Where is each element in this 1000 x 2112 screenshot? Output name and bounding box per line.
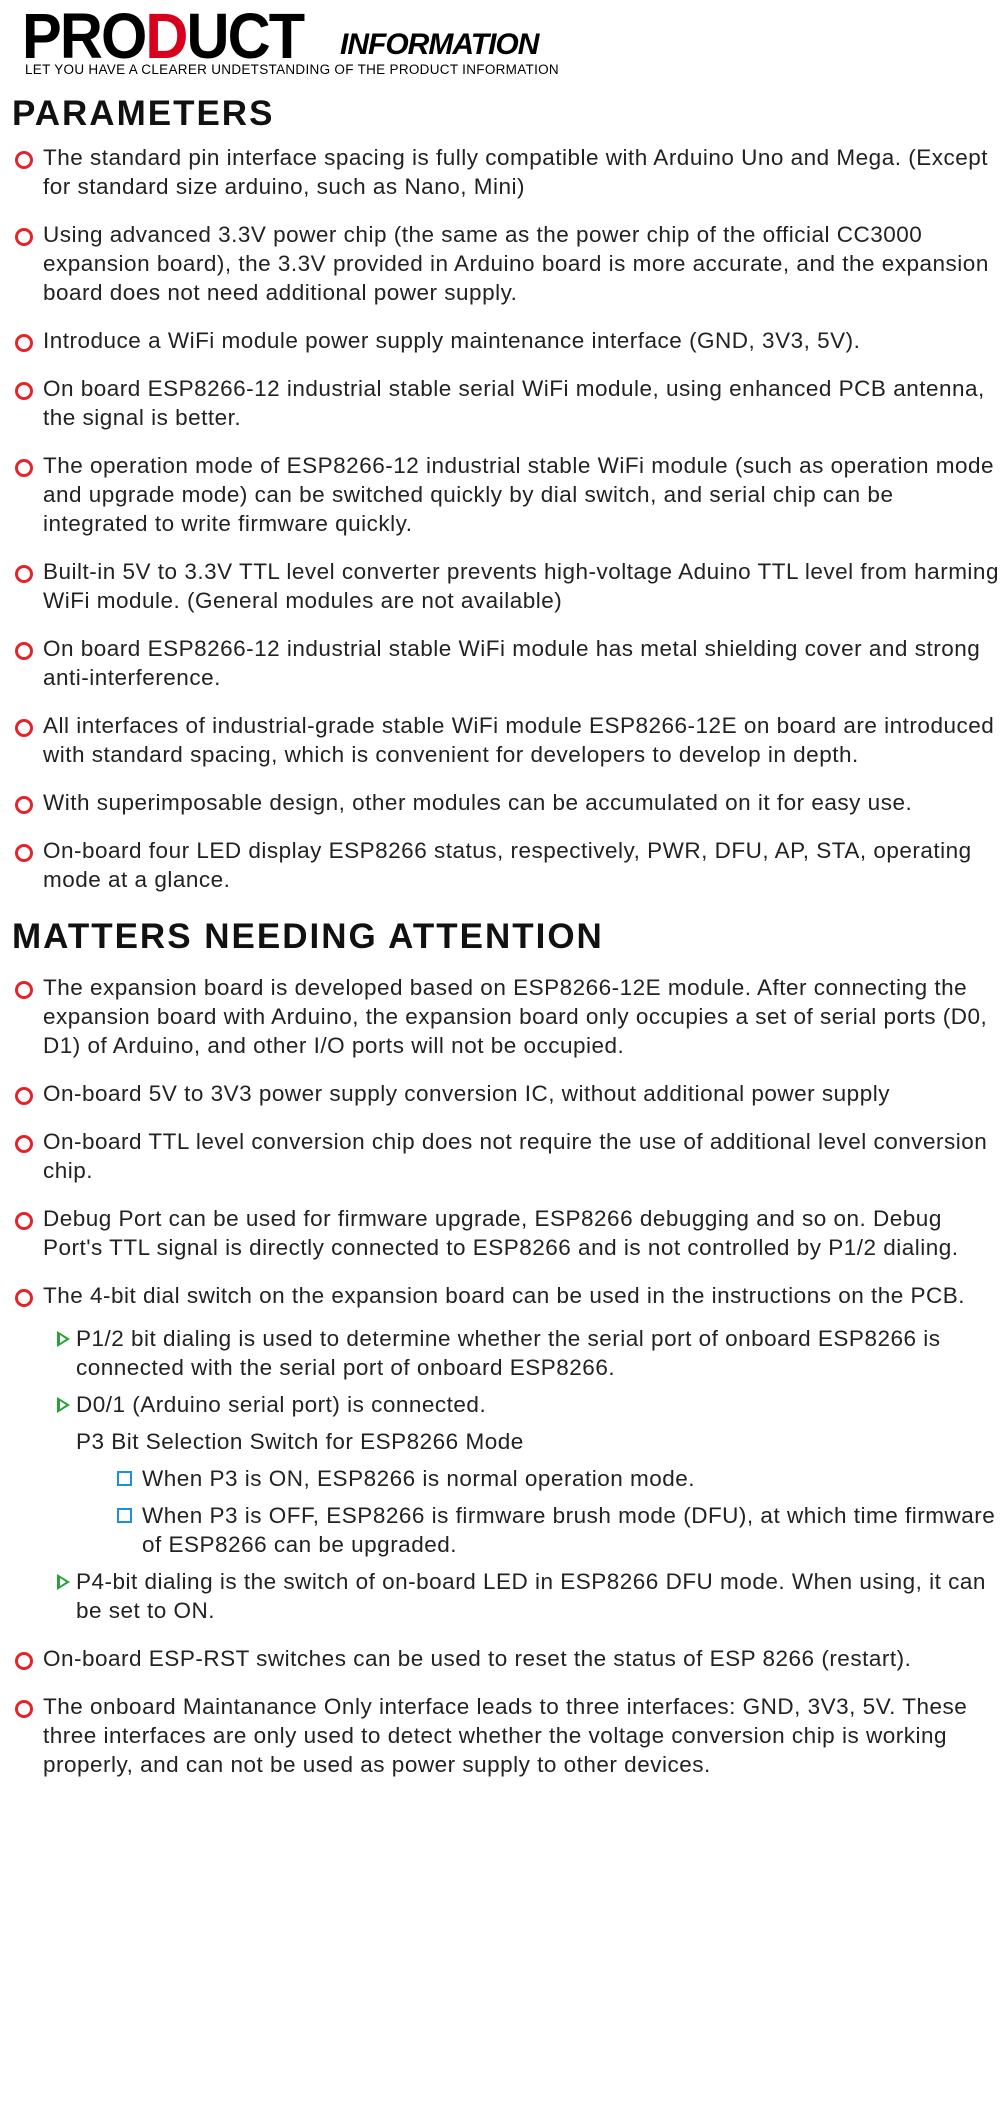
circle-bullet-icon <box>15 719 33 737</box>
circle-bullet-icon <box>15 796 33 814</box>
list-item <box>12 1692 1000 1779</box>
p3-mode-text: When P3 is OFF, ESP8266 is firmware brush mode (DFU), at which time firmware of ESP8266 can be upgraded. <box>142 1503 996 1557</box>
item-text: Using advanced 3.3V power chip (the same as the power chip of the official CC3000 expansion board), the 3.3V provided in Arduino board is more accurate, and the expansion board does not need additional power supply. <box>43 222 989 305</box>
parameters-list <box>12 143 1000 894</box>
list-item <box>12 788 1000 817</box>
circle-bullet-icon <box>15 1700 33 1718</box>
list-item <box>12 1281 1000 1625</box>
circle-bullet-icon <box>15 1212 33 1230</box>
p3-mode-item <box>76 1464 1000 1493</box>
header-title <box>22 0 304 72</box>
item-text: Debug Port can be used for firmware upgrade, ESP8266 debugging and so on. Debug Port's TTL signal is directly connected to ESP8266 and is not controlled by P1/2 dialing. <box>43 1206 959 1260</box>
square-bullet-icon <box>117 1508 132 1523</box>
list-item <box>12 326 1000 355</box>
list-item <box>12 1644 1000 1673</box>
item-text: All interfaces of industrial-grade stable WiFi module ESP8266-12E on board are introduced with standard spacing, which is convenient for developers to develop in depth. <box>43 713 995 767</box>
list-item <box>12 836 1000 894</box>
list-item <box>12 634 1000 692</box>
circle-bullet-icon <box>15 459 33 477</box>
item-text: On-board four LED display ESP8266 status, respectively, PWR, DFU, AP, STA, operating mode at a glance. <box>43 838 972 892</box>
list-item <box>12 220 1000 307</box>
list-item <box>12 557 1000 615</box>
matters-list <box>12 973 1000 1779</box>
item-text: On-board 5V to 3V3 power supply conversion IC, without additional power supply <box>43 1081 890 1106</box>
matters-heading: MATTERS NEEDING ATTENTION <box>12 917 604 956</box>
circle-bullet-icon <box>15 1087 33 1105</box>
dial-item-text: D0/1 (Arduino serial port) is connected. <box>76 1392 487 1417</box>
circle-bullet-icon <box>15 334 33 352</box>
circle-bullet-icon <box>15 642 33 660</box>
product-information-header <box>12 0 1000 82</box>
header-title-part: UCT <box>186 0 304 72</box>
header-title-part: PRO <box>22 0 146 72</box>
list-item <box>12 1127 1000 1185</box>
circle-bullet-icon <box>15 981 33 999</box>
item-text: The 4-bit dial switch on the expansion board can be used in the instructions on the PCB. <box>43 1283 966 1308</box>
parameters-heading: PARAMETERS <box>12 94 275 133</box>
circle-bullet-icon <box>15 844 33 862</box>
item-text: With superimposable design, other modules can be accumulated on it for easy use. <box>43 790 913 815</box>
list-item <box>12 451 1000 538</box>
header-title-accent: D <box>145 0 187 72</box>
list-item <box>12 973 1000 1060</box>
list-item <box>12 711 1000 769</box>
dial-item <box>43 1567 1000 1625</box>
triangle-bullet-icon <box>57 1331 70 1347</box>
item-text: The onboard Maintanance Only interface leads to three interfaces: GND, 3V3, 5V. These three interfaces are only used to detect whether the voltage conversion chip is working properly, and can not be used as power supply to other devices. <box>43 1694 968 1777</box>
dial-p3-title <box>43 1427 1000 1559</box>
triangle-bullet-icon <box>57 1397 70 1413</box>
dial-item <box>43 1390 1000 1419</box>
dial-item <box>43 1324 1000 1382</box>
item-text: On-board TTL level conversion chip does not require the use of additional level conversion chip. <box>43 1129 988 1183</box>
circle-bullet-icon <box>15 1652 33 1670</box>
circle-bullet-icon <box>15 151 33 169</box>
p3-mode-item <box>76 1501 1000 1559</box>
list-item <box>12 143 1000 201</box>
header-tagline: LET YOU HAVE A CLEARER UNDETSTANDING OF THE PRODUCT INFORMATION <box>25 62 559 77</box>
triangle-bullet-icon <box>57 1574 70 1590</box>
item-text: On board ESP8266-12 industrial stable WiFi module has metal shielding cover and strong anti-interference. <box>43 636 981 690</box>
list-item <box>12 1204 1000 1262</box>
item-text: Built-in 5V to 3.3V TTL level converter prevents high-voltage Aduino TTL level from harming WiFi module. (General modules are not available) <box>43 559 999 613</box>
item-text: The operation mode of ESP8266-12 industrial stable WiFi module (such as operation mode and upgrade mode) can be switched quickly by dial switch, and serial chip can be integrated to write firmware quickly. <box>43 453 994 536</box>
item-text: On board ESP8266-12 industrial stable serial WiFi module, using enhanced PCB antenna, the signal is better. <box>43 376 985 430</box>
item-text: Introduce a WiFi module power supply maintenance interface (GND, 3V3, 5V). <box>43 328 861 353</box>
p3-mode-text: When P3 is ON, ESP8266 is normal operation mode. <box>142 1466 696 1491</box>
header-subtitle: INFORMATION <box>340 28 539 61</box>
square-bullet-icon <box>117 1471 132 1486</box>
circle-bullet-icon <box>15 565 33 583</box>
p3-mode-list <box>76 1464 1000 1559</box>
circle-bullet-icon <box>15 1289 33 1307</box>
dial-switch-list <box>43 1324 1000 1625</box>
item-text: The standard pin interface spacing is fully compatible with Arduino Uno and Mega. (Except for standard size arduino, such as Nano, Mini) <box>43 145 988 199</box>
circle-bullet-icon <box>15 228 33 246</box>
list-item <box>12 1079 1000 1108</box>
circle-bullet-icon <box>15 382 33 400</box>
list-item <box>12 374 1000 432</box>
item-text: The expansion board is developed based on ESP8266-12E module. After connecting the expansion board with Arduino, the expansion board only occupies a set of serial ports (D0, D1) of Arduino, and other I/O ports will not be occupied. <box>43 975 988 1058</box>
dial-item-text: P1/2 bit dialing is used to determine whether the serial port of onboard ESP8266 is connected with the serial port of onboard ESP8266. <box>76 1326 941 1380</box>
item-text: On-board ESP-RST switches can be used to reset the status of ESP 8266 (restart). <box>43 1646 912 1671</box>
dial-item-text: P3 Bit Selection Switch for ESP8266 Mode <box>76 1429 524 1454</box>
dial-item-text: P4-bit dialing is the switch of on-board LED in ESP8266 DFU mode. When using, it can be set to ON. <box>76 1569 986 1623</box>
circle-bullet-icon <box>15 1135 33 1153</box>
